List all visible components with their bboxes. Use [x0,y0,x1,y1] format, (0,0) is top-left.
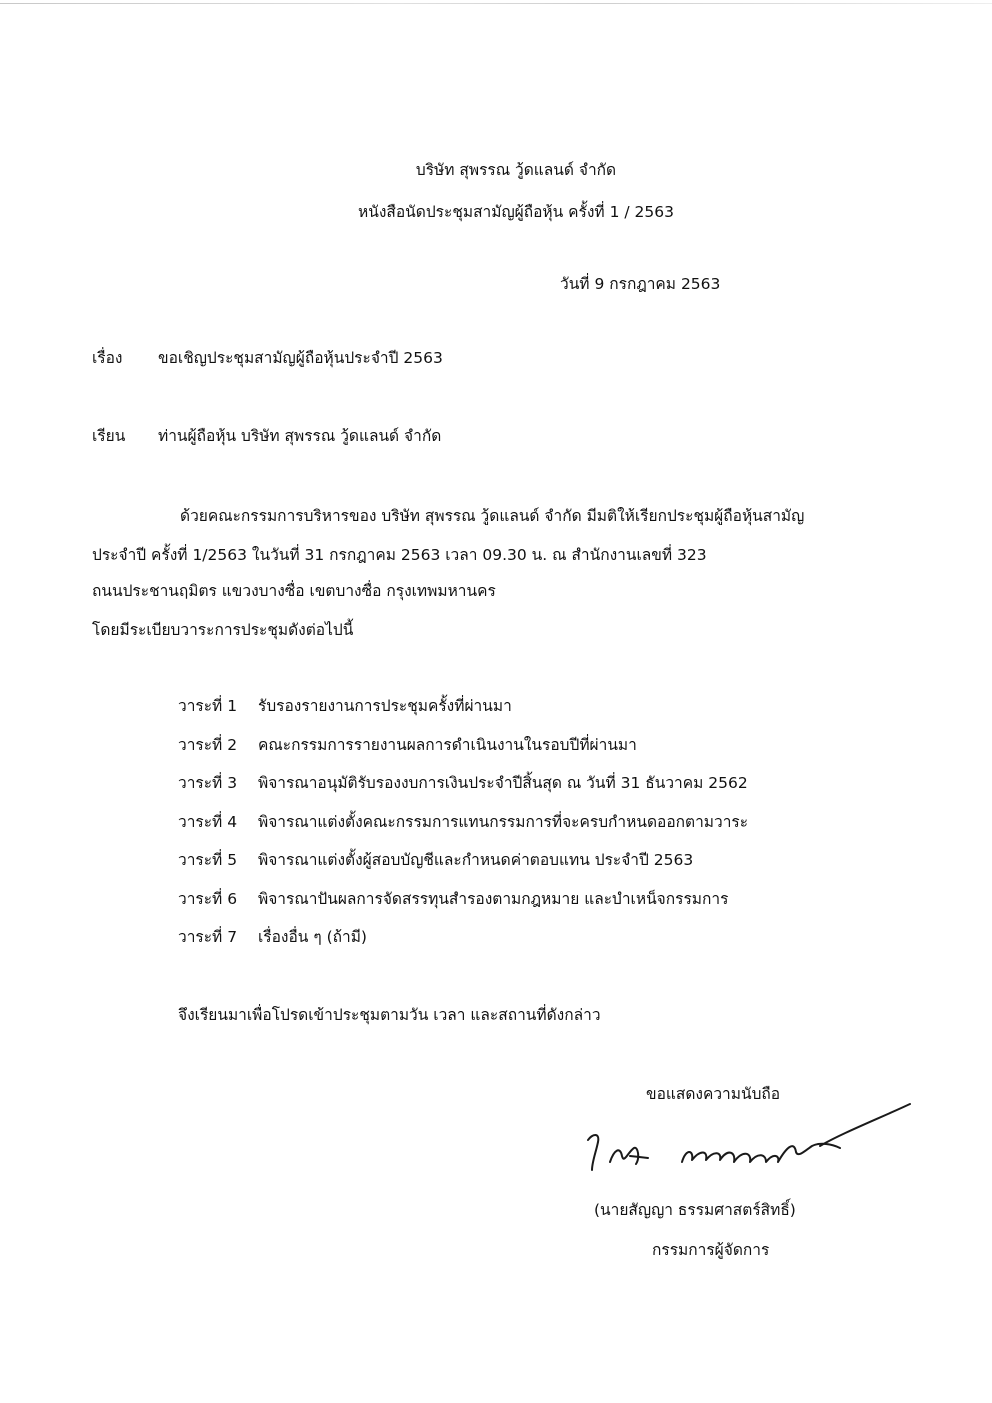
agenda-text: รับรองรายงานการประชุมครั้งที่ผ่านมา [258,697,512,715]
agenda-text: พิจารณาอนุมัติรับรองงบการเงินประจำปีสิ้นสุด ณ วันที่ 31 ธันวาคม 2562 [258,774,748,792]
agenda-number: วาระที่ 1 [178,697,238,715]
body-line-3: ถนนประชานฤมิตร แขวงบางซื่อ เขตบางซื่อ กรุงเทพมหานคร [92,582,496,600]
agenda-number: วาระที่ 2 [178,735,238,754]
agenda-number: วาระที่ 5 [178,851,238,869]
recipient-text: ท่านผู้ถือหุ้น บริษัท สุพรรณ วู้ดแลนด์ จำกัด [158,427,442,445]
agenda-number: วาระที่ 7 [178,928,238,946]
agenda-number: วาระที่ 4 [178,812,238,831]
closing-sentence: จึงเรียนมาเพื่อโปรดเข้าประชุมตามวัน เวลา และสถานที่ดังกล่าว [178,1006,601,1024]
agenda-text: คณะกรรมการรายงานผลการดำเนินงานในรอบปีที่ผ่านมา [258,735,637,754]
recipient-label: เรียน [92,427,126,445]
company-name: บริษัท สุพรรณ วู้ดแลนด์ จำกัด [415,161,617,179]
agenda-text: พิจารณาปันผลการจัดสรรทุนสำรองตามกฎหมาย และบำเหน็จกรรมการ [258,889,729,908]
scan-edge-line [0,3,992,4]
agenda-number: วาระที่ 6 [178,889,238,908]
agenda-text: พิจารณาแต่งตั้งคณะกรรมการแทนกรรมการที่จะครบกำหนดออกตามวาระ [258,812,749,831]
document-date: วันที่ 9 กรกฎาคม 2563 [560,275,721,293]
subject-label: เรื่อง [92,349,123,367]
signer-position: กรรมการผู้จัดการ [652,1241,770,1259]
body-line-2: ประจำปี ครั้งที่ 1/2563 ในวันที่ 31 กรกฎาคม 2563 เวลา 09.30 น. ณ สำนักงานเลขที่ 323 [92,546,707,564]
agenda-text: พิจารณาแต่งตั้งผู้สอบบัญชีและกำหนดค่าตอบแทน ประจำปี 2563 [258,851,694,869]
body-line-4: โดยมีระเบียบวาระการประชุมดังต่อไปนี้ [92,621,354,639]
notice-title: หนังสือนัดประชุมสามัญผู้ถือหุ้น ครั้งที่ 1 / 2563 [358,203,674,221]
agenda-number: วาระที่ 3 [178,774,238,792]
regards-text: ขอแสดงความนับถือ [646,1085,781,1103]
signer-name: (นายสัญญา ธรรมศาสตร์สิทธิ์) [594,1201,796,1219]
signature-image [570,1100,920,1180]
agenda-text: เรื่องอื่น ๆ (ถ้ามี) [258,928,367,946]
body-line-1: ด้วยคณะกรรมการบริหารของ บริษัท สุพรรณ วู้ดแลนด์ จำกัด มีมติให้เรียกประชุมผู้ถือหุ้นสามัญ [180,507,805,525]
subject-text: ขอเชิญประชุมสามัญผู้ถือหุ้นประจำปี 2563 [158,349,443,367]
